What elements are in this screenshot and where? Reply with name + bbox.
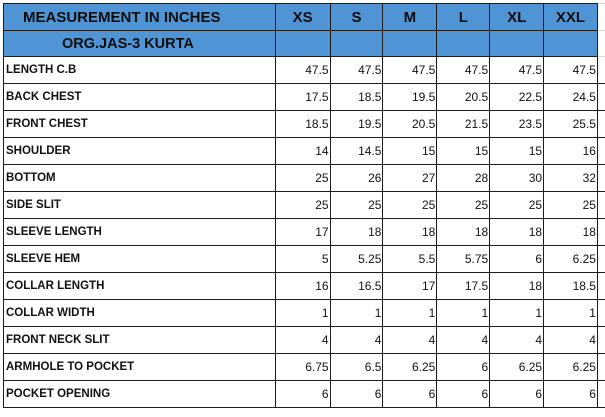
measurement-value: 25 (330, 192, 383, 219)
measurement-value: 4 (437, 327, 490, 354)
table-row (4, 111, 605, 138)
edge-cell (597, 111, 605, 138)
table-row (4, 327, 605, 354)
measurement-value: 16.5 (330, 273, 383, 300)
measurement-value: 25 (490, 192, 544, 219)
size-header-s: S (330, 4, 383, 31)
measurement-value: 14.5 (330, 138, 383, 165)
size-header-xxl: XXL (544, 4, 598, 31)
table-row (4, 138, 605, 165)
edge-cell (597, 273, 605, 300)
table-row (4, 300, 605, 327)
table-title: MEASUREMENT IN INCHES (4, 4, 276, 31)
measurement-value: 18 (490, 273, 544, 300)
table-row (4, 273, 605, 300)
measurement-value: 47.5 (437, 57, 490, 84)
measurement-label: BOTTOM (4, 165, 276, 192)
measurement-value: 16 (275, 273, 330, 300)
table-row (4, 381, 605, 408)
measurement-value: 15 (383, 138, 437, 165)
measurement-value: 15 (437, 138, 490, 165)
measurement-value: 1 (275, 300, 330, 327)
measurement-value: 5.25 (330, 246, 383, 273)
subheader-fill (544, 31, 598, 57)
measurement-value: 18.5 (330, 84, 383, 111)
measurement-value: 6 (437, 381, 490, 408)
measurement-label: COLLAR WIDTH (4, 300, 276, 327)
measurement-value: 20.5 (437, 84, 490, 111)
edge-cell (597, 4, 605, 31)
measurement-label: BACK CHEST (4, 84, 276, 111)
measurement-value: 4 (490, 327, 544, 354)
measurement-value: 1 (383, 300, 437, 327)
table-row (4, 165, 605, 192)
measurement-value: 6 (275, 381, 330, 408)
measurement-value: 19.5 (383, 84, 437, 111)
measurement-value: 18.5 (275, 111, 330, 138)
edge-cell (597, 57, 605, 84)
size-header-l: L (437, 4, 490, 31)
subheader-fill (330, 31, 383, 57)
measurement-value: 4 (275, 327, 330, 354)
edge-cell (597, 31, 605, 57)
subheader-fill (383, 31, 437, 57)
measurement-value: 17 (275, 219, 330, 246)
measurement-value: 25 (275, 192, 330, 219)
measurement-value: 17.5 (275, 84, 330, 111)
measurement-value: 15 (490, 138, 544, 165)
measurement-label: SLEEVE LENGTH (4, 219, 276, 246)
table-row (4, 219, 605, 246)
table-row (4, 246, 605, 273)
table-row (4, 354, 605, 381)
measurement-label: POCKET OPENING (4, 381, 276, 408)
measurement-value: 6.25 (383, 354, 437, 381)
measurement-value: 16 (544, 138, 598, 165)
measurement-value: 21.5 (437, 111, 490, 138)
measurement-value: 18 (383, 219, 437, 246)
measurement-value: 6 (437, 354, 490, 381)
edge-cell (597, 219, 605, 246)
size-header-xl: XL (490, 4, 544, 31)
measurement-value: 6.5 (330, 354, 383, 381)
measurement-value: 6.75 (275, 354, 330, 381)
measurement-value: 6.25 (544, 246, 598, 273)
measurement-label: FRONT CHEST (4, 111, 276, 138)
measurement-value: 25 (275, 165, 330, 192)
measurement-value: 4 (544, 327, 598, 354)
measurement-value: 6 (490, 246, 544, 273)
measurement-value: 18 (544, 219, 598, 246)
measurement-label: COLLAR LENGTH (4, 273, 276, 300)
edge-cell (597, 300, 605, 327)
subheader-fill (437, 31, 490, 57)
subheader-fill (490, 31, 544, 57)
header-row (4, 4, 605, 31)
measurement-label: SLEEVE HEM (4, 246, 276, 273)
measurement-value: 6 (490, 381, 544, 408)
measurement-value: 23.5 (490, 111, 544, 138)
measurement-value: 1 (490, 300, 544, 327)
edge-cell (597, 138, 605, 165)
measurement-value: 25 (437, 192, 490, 219)
measurement-value: 1 (544, 300, 598, 327)
edge-cell (597, 84, 605, 111)
table-row (4, 84, 605, 111)
edge-cell (597, 327, 605, 354)
measurement-value: 1 (437, 300, 490, 327)
measurement-value: 14 (275, 138, 330, 165)
measurement-value: 47.5 (490, 57, 544, 84)
measurement-value: 5.5 (383, 246, 437, 273)
measurement-value: 6.25 (544, 354, 598, 381)
measurement-value: 18 (437, 219, 490, 246)
measurement-label: ARMHOLE TO POCKET (4, 354, 276, 381)
edge-cell (597, 354, 605, 381)
measurement-value: 28 (437, 165, 490, 192)
measurement-value: 1 (330, 300, 383, 327)
measurement-value: 25 (383, 192, 437, 219)
table-row (4, 192, 605, 219)
measurement-value: 18.5 (544, 273, 598, 300)
measurement-value: 4 (383, 327, 437, 354)
measurement-value: 18 (490, 219, 544, 246)
measurement-label: FRONT NECK SLIT (4, 327, 276, 354)
measurement-value: 25 (544, 192, 598, 219)
measurement-label: SIDE SLIT (4, 192, 276, 219)
measurement-value: 47.5 (330, 57, 383, 84)
measurement-value: 17.5 (437, 273, 490, 300)
edge-cell (597, 246, 605, 273)
measurement-value: 30 (490, 165, 544, 192)
table-row (4, 57, 605, 84)
measurement-value: 6 (383, 381, 437, 408)
measurement-value: 6 (544, 381, 598, 408)
subheader-fill (275, 31, 330, 57)
size-header-m: M (383, 4, 437, 31)
measurement-value: 24.5 (544, 84, 598, 111)
measurement-value: 47.5 (383, 57, 437, 84)
measurement-value: 17 (383, 273, 437, 300)
edge-cell (597, 192, 605, 219)
measurement-value: 20.5 (383, 111, 437, 138)
measurement-value: 4 (330, 327, 383, 354)
style-name: ORG.JAS-3 KURTA (4, 31, 276, 57)
measurement-value: 6.25 (490, 354, 544, 381)
measurement-value: 22.5 (490, 84, 544, 111)
measurement-value: 19.5 (330, 111, 383, 138)
size-header-xs: XS (275, 4, 330, 31)
measurement-value: 32 (544, 165, 598, 192)
measurement-value: 18 (330, 219, 383, 246)
measurement-value: 47.5 (275, 57, 330, 84)
size-chart-table (3, 3, 605, 408)
measurement-label: SHOULDER (4, 138, 276, 165)
measurement-label: LENGTH C.B (4, 57, 276, 84)
measurement-value: 25.5 (544, 111, 598, 138)
measurement-value: 5 (275, 246, 330, 273)
edge-cell (597, 165, 605, 192)
measurement-value: 6 (330, 381, 383, 408)
measurement-value: 27 (383, 165, 437, 192)
measurement-value: 5.75 (437, 246, 490, 273)
measurement-value: 47.5 (544, 57, 598, 84)
edge-cell (597, 381, 605, 408)
subheader-row (4, 31, 605, 57)
measurement-value: 26 (330, 165, 383, 192)
